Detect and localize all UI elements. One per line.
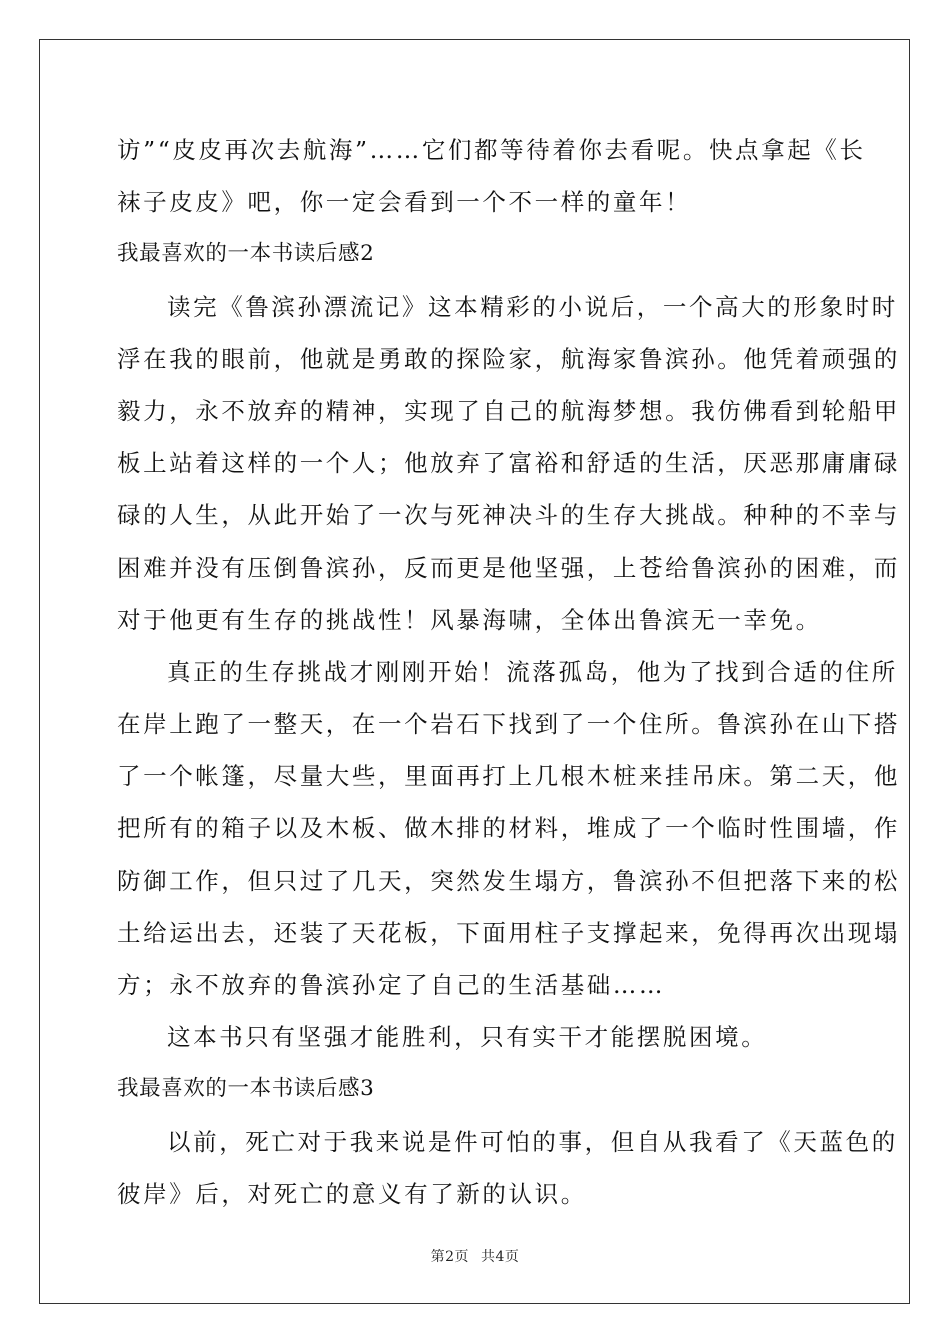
text-line: 袜子皮皮》吧，你一定会看到一个不一样的童年！ bbox=[117, 188, 692, 217]
document-body bbox=[117, 124, 900, 1220]
paragraph-first-line: 读完《鲁滨孙漂流记》这本精彩的小说后，一个高大的形象时时 bbox=[167, 292, 898, 321]
text-line: 防御工作，但只过了几天，突然发生塌方，鲁滨孙不但把落下来的松 bbox=[117, 866, 900, 895]
text-line: 了一个帐篷，尽量大些，里面再打上几根木桩来挂吊床。第二天，他 bbox=[117, 762, 900, 791]
section-heading: 我最喜欢的一本书读后感3 bbox=[117, 1076, 375, 1102]
page-footer bbox=[0, 1248, 950, 1266]
text-line: 方；永不放弃的鲁滨孙定了自己的生活基础…… bbox=[117, 971, 666, 999]
text-line: 把所有的箱子以及木板、做木排的材料，堆成了一个临时性围墙，作 bbox=[117, 814, 900, 843]
text-line: 彼岸》后，对死亡的意义有了新的认识。 bbox=[117, 1179, 587, 1208]
text-line: 在岸上跑了一整天，在一个岩石下找到了一个住所。鲁滨孙在山下搭 bbox=[117, 710, 900, 739]
paragraph-first-line: 以前，死亡对于我来说是件可怕的事，但自从我看了《天蓝色的 bbox=[167, 1127, 898, 1156]
text-line: 碌的人生，从此开始了一次与死神决斗的生存大挑战。种种的不幸与 bbox=[117, 501, 900, 530]
page-total: 共4页 bbox=[481, 1249, 520, 1265]
paragraph-first-line: 这本书只有坚强才能胜利，只有实干才能摆脱困境。 bbox=[167, 1023, 768, 1052]
text-line: 板上站着这样的一个人；他放弃了富裕和舒适的生活，厌恶那庸庸碌 bbox=[117, 449, 900, 478]
text-line: 土给运出去，还装了天花板，下面用柱子支撑起来，免得再次出现塌 bbox=[117, 918, 900, 947]
text-line: 困难并没有压倒鲁滨孙，反而更是他坚强，上苍给鲁滨孙的困难，而 bbox=[117, 553, 900, 582]
text-line: 访”“皮皮再次去航海”……它们都等待着你去看呢。快点拿起《长 bbox=[117, 136, 866, 164]
text-line: 浮在我的眼前，他就是勇敢的探险家，航海家鲁滨孙。他凭着顽强的 bbox=[117, 344, 900, 373]
text-line: 对于他更有生存的挑战性！风暴海啸，全体出鲁滨无一幸免。 bbox=[117, 605, 822, 634]
text-line: 毅力，永不放弃的精神，实现了自己的航海梦想。我仿佛看到轮船甲 bbox=[117, 396, 900, 425]
section-heading: 我最喜欢的一本书读后感2 bbox=[117, 241, 375, 267]
paragraph-first-line: 真正的生存挑战才刚刚开始！流落孤岛，他为了找到合适的住所 bbox=[167, 657, 898, 686]
page-number: 第2页 bbox=[430, 1249, 469, 1265]
